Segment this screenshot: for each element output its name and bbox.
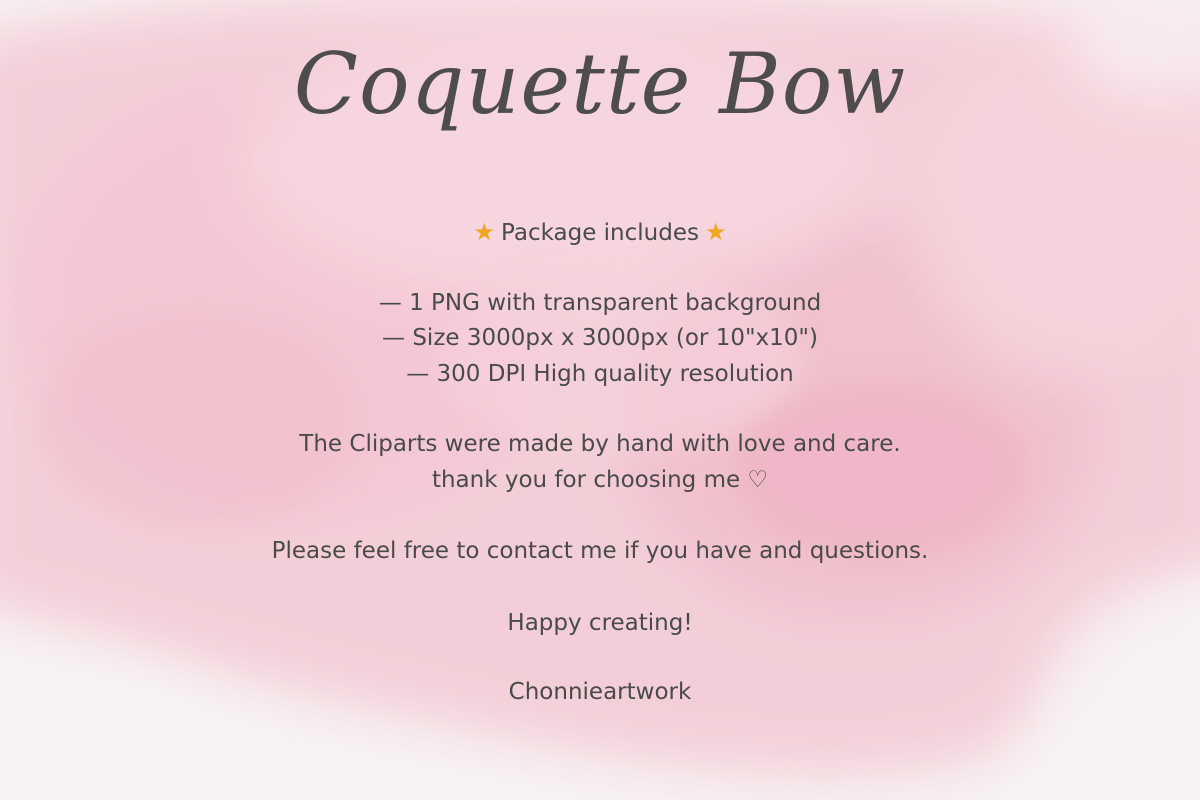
page-title: Coquette Bow xyxy=(293,35,907,133)
package-label: Package includes xyxy=(501,220,699,246)
closing-line: Happy creating! xyxy=(507,610,693,636)
star-icon: ★ xyxy=(704,218,727,246)
message-line: thank you for choosing me ♡ xyxy=(431,467,769,493)
package-item: — 300 DPI High quality resolution xyxy=(406,361,794,387)
package-item: — Size 3000px x 3000px (or 10"x10") xyxy=(382,325,818,351)
contact-line: Please feel free to contact me if you have and questions. xyxy=(271,538,929,564)
message-line: The Cliparts were made by hand with love and care. xyxy=(299,431,901,457)
signature: Chonnieartwork xyxy=(508,679,692,705)
star-icon: ★ xyxy=(473,218,496,246)
package-heading xyxy=(0,218,1200,247)
package-item: — 1 PNG with transparent background xyxy=(378,290,822,316)
